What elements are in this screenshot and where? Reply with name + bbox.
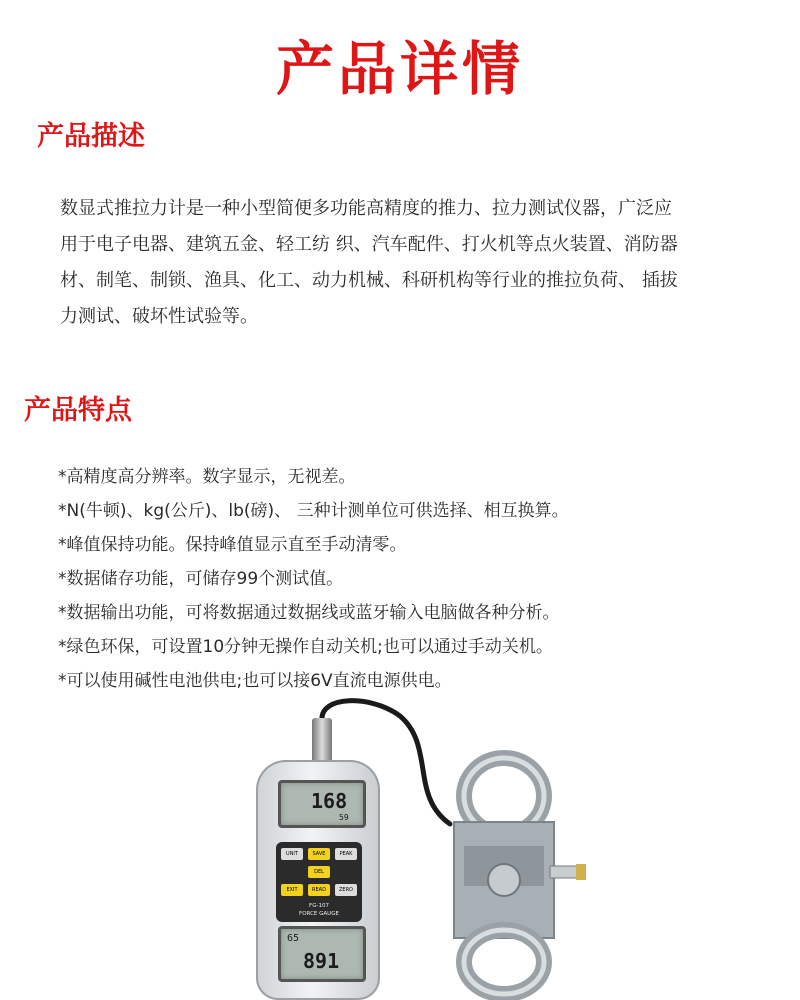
zero-key[interactable]: ZERO (335, 884, 357, 896)
top-sub-reading: 59 (339, 813, 349, 822)
page-title: 产品详情 (275, 35, 524, 103)
feature-item: *绿色环保，可设置10分钟无操作自动关机;也可以通过手动关机。 (58, 637, 553, 657)
feature-item: *峰值保持功能。保持峰值显示直至手动清零。 (58, 535, 407, 555)
force-gauge (256, 760, 380, 1000)
unit-key[interactable]: UNIT (281, 848, 303, 860)
top-reading: 168 (311, 789, 348, 813)
description-paragraph (60, 191, 760, 335)
save-key[interactable]: SAVE (308, 848, 330, 860)
features-list (58, 460, 569, 698)
del-key[interactable]: DEL (308, 866, 330, 878)
bottom-display (278, 926, 366, 982)
description-line: 用于电子电器、建筑五金、轻工纺 织、汽车配件、打火机等点火装置、消防器 (60, 234, 678, 255)
features-heading: 产品特点 (24, 395, 132, 426)
feature-item: *数据储存功能，可储存99个测试值。 (58, 569, 344, 589)
top-display (278, 780, 366, 828)
product-photo (250, 696, 590, 1000)
description-line: 数显式推拉力计是一种小型简便多功能高精度的推力、拉力测试仪器，广泛应 (60, 198, 672, 219)
sensor-connector (312, 718, 332, 762)
exit-key[interactable]: EXIT (281, 884, 303, 896)
model-name-label: FORCE GAUGE (299, 911, 339, 917)
feature-item: *N(牛顿)、kg(公斤)、lb(磅)、 三种计测单位可供选择、相互换算。 (58, 501, 569, 521)
read-key[interactable]: READ (308, 884, 330, 896)
bottom-reading: 891 (303, 949, 340, 973)
peak-key[interactable]: PEAK (335, 848, 357, 860)
description-line: 力测试、破坏性试验等。 (60, 306, 258, 327)
description-line: 材、制笔、制锁、渔具、化工、动力机械、科研机构等行业的推拉负荷、 插拔 (60, 270, 678, 291)
model-label: FG-107 (309, 903, 329, 909)
feature-item: *高精度高分辨率。数字显示，无视差。 (58, 467, 356, 487)
description-heading: 产品描述 (37, 121, 145, 152)
feature-item: *可以使用碱性电池供电;也可以接6V直流电源供电。 (58, 671, 452, 691)
feature-item: *数据输出功能，可将数据通过数据线或蓝牙输入电脑做各种分析。 (58, 603, 560, 623)
bottom-sub-reading: 65 (287, 933, 300, 944)
keypad (276, 842, 362, 922)
